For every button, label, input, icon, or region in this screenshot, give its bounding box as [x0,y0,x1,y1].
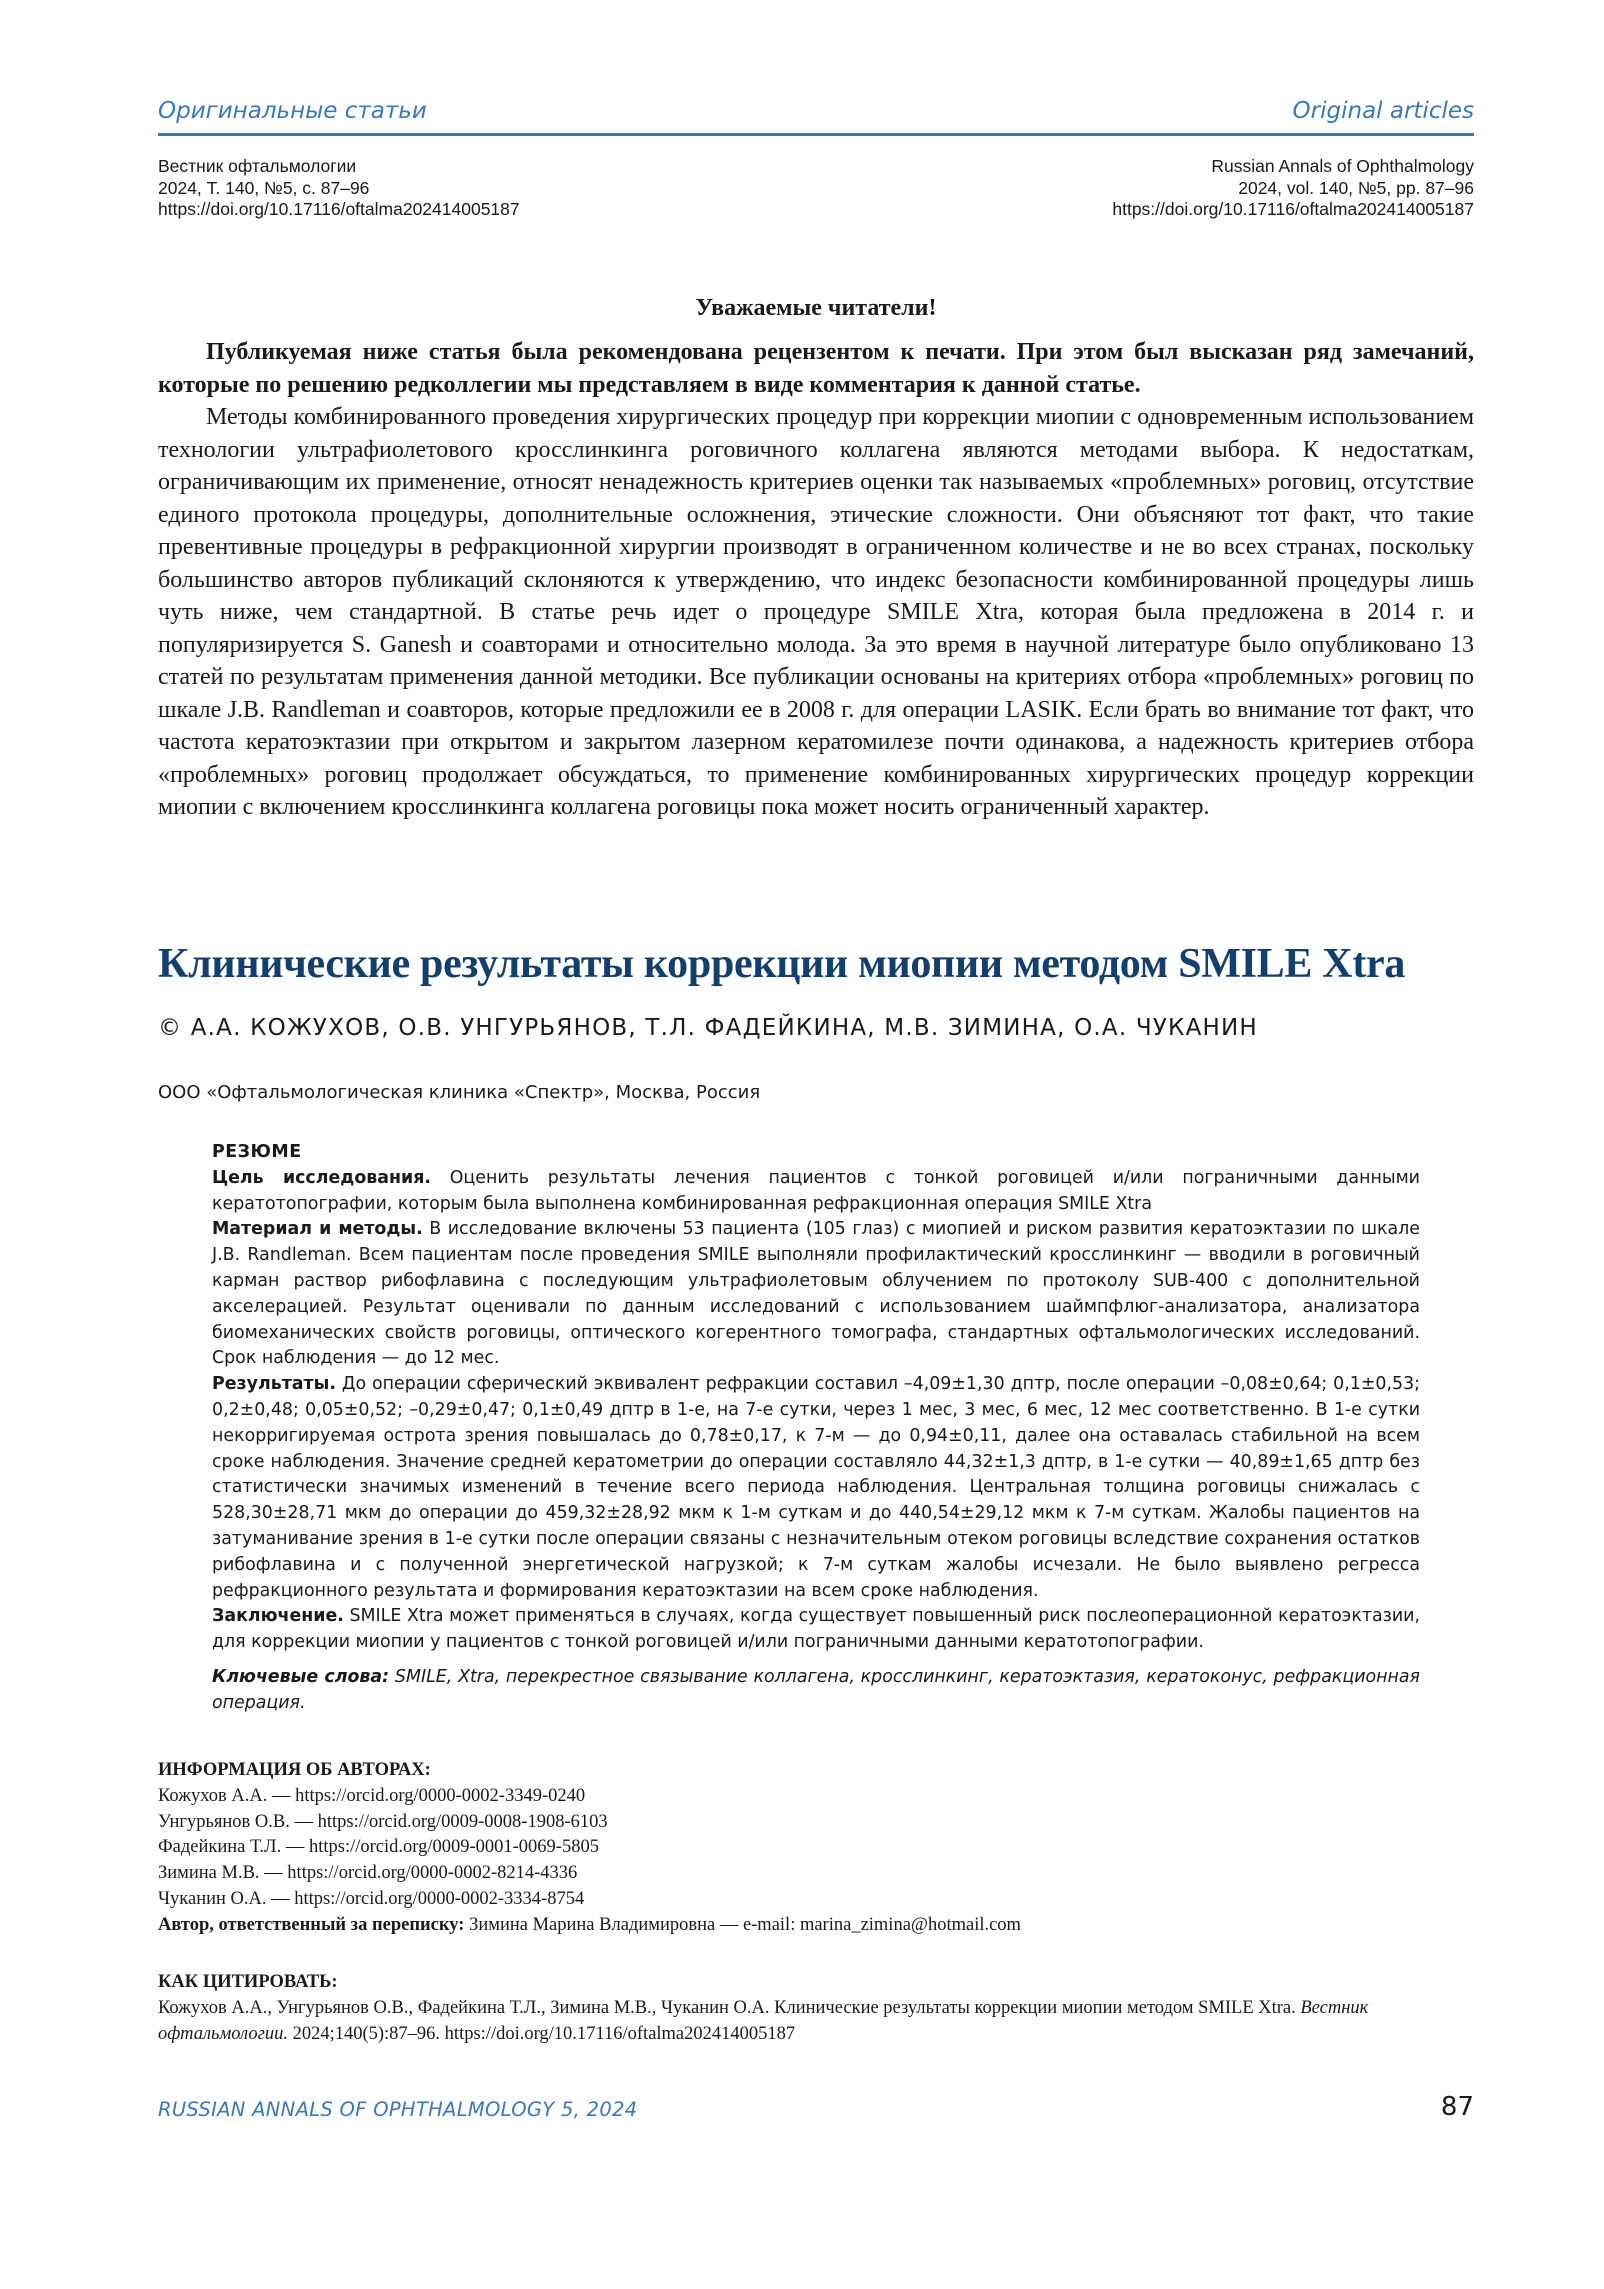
abstract-keywords-text: SMILE, Xtra, перекрестное связывание коллагена, кросслинкинг, кератоэктазия, кератоконус, рефракционная операция. [212,1666,1420,1713]
citation-text-1: Кожухов А.А., Унгурьянов О.В., Фадейкина Т.Л., Зимина М.В., Чуканин О.А. Клинические результаты коррекции миопии методом SMILE Xtra. [158,1997,1301,2018]
section-label-ru: Оригинальные статьи [158,98,427,124]
abstract-results [212,1372,1420,1604]
header-rule [158,133,1474,136]
author-info-heading: ИНФОРМАЦИЯ ОБ АВТОРАХ: [158,1760,431,1780]
abstract-keywords [212,1665,1420,1717]
corresponding-author-label: Автор, ответственный за переписку: [158,1914,465,1935]
abstract-methods [212,1217,1420,1372]
abstract-conclusion-label: Заключение. [212,1606,344,1627]
citation [158,1970,1478,2047]
journal-doi-en[interactable]: https://doi.org/10.17116/oftalma202414005187 [1112,199,1474,219]
citation-heading: КАК ЦИТИРОВАТЬ: [158,1972,338,1992]
abstract-conclusion-text: SMILE Xtra может применяться в случаях, когда существует повышенный риск послеоперационной кератоэктазии, для коррекции миопии у пациентов с тонкой роговицей и/или пограничными данными кератотопографии. [212,1606,1420,1653]
abstract-results-label: Результаты. [212,1374,336,1395]
author-orcid-line[interactable]: Унгурьянов О.В. — https://orcid.org/0009-0008-1908-6103 [158,1811,608,1832]
page-number: 87 [1440,2092,1474,2122]
footer-journal: RUSSIAN ANNALS OF OPHTHALMOLOGY 5, 2024 [158,2098,638,2121]
journal-info-ru [158,156,520,221]
journal-info-en [1112,156,1474,221]
journal-issue-en: 2024, vol. 140, №5, pp. 87–96 [1238,177,1474,198]
author-orcid-line[interactable]: Зимина М.В. — https://orcid.org/0000-0002-8214-4336 [158,1863,578,1884]
abstract-methods-label: Материал и методы. [212,1219,423,1240]
editor-note-para-2: Методы комбинированного проведения хирургических процедур при коррекции миопии с одновременным использованием технологии ультрафиолетового кросслинкинга роговичного коллагена являются методами выбора. К недостаткам, ограничивающим их применение, относят ненадежность критериев оценки так называемых «проблемных» роговиц, отсутствие единого протокола процедуры, дополнительные осложнения, этические сложности. Они объясняют тот факт, что такие превентивные процедуры в рефракционной хирургии производят в ограниченном количестве и не во всех странах, поскольку большинство авторов публикаций склоняются к утверждению, что индекс безопасности комбинированной процедуры лишь чуть ниже, чем стандартной. В статье речь идет о процедуре SMILE Xtra, которая была предложена в 2014 г. и популяризируется S. Ganesh и соавторами и относительно молода. За это время в научной литературе было опубликовано 13 статей по результатам применения данной методики. Все публикации основаны на критериях отбора «проблемных» роговиц по шкале J.B. Randleman и соавторов, которые предложили ее в 2008 г. для операции LASIK. Если брать во внимание тот факт, что частота кератоэктазии при открытом и закрытом лазерном кератомилезе почти одинакова, а надежность критериев отбора «проблемных» роговиц продолжает обсуждаться, то применение комбинированных хирургических процедур коррекции миопии с включением кросслинкинга коллагена роговицы пока может носить ограниченный характер. [158,404,1474,820]
journal-name-en: Russian Annals of Ophthalmology [1211,156,1474,176]
abstract-aim-text: Оценить результаты лечения пациентов с тонкой роговицей и/или пограничными данными кератотопографии, которым была выполнена комбинированная рефракционная операция SMILE Xtra [212,1167,1420,1214]
author-orcid-line[interactable]: Фадейкина Т.Л. — https://orcid.org/0009-0001-0069-5805 [158,1837,599,1858]
journal-issue-ru: 2024, Т. 140, №5, с. 87–96 [158,177,370,198]
citation-journal: Вестник офтальмологии. [158,1997,1369,2044]
journal-doi-ru[interactable]: https://doi.org/10.17116/oftalma202414005187 [158,199,520,219]
section-label-en: Original articles [1292,98,1474,124]
author-info [158,1758,1478,1939]
editor-note [158,336,1474,824]
abstract-aim-label: Цель исследования. [212,1167,431,1188]
editor-note-para-1: Публикуемая ниже статья была рекомендована рецензентом к печати. При этом был высказан ряд замечаний, которые по решению редколлегии мы представляем в виде комментария к данной статье. [158,339,1474,398]
corresponding-author [158,1913,1478,1939]
abstract-conclusion [212,1604,1420,1656]
author-orcid-line[interactable]: Кожухов А.А. — https://orcid.org/0000-0002-3349-0240 [158,1785,586,1806]
journal-name-ru: Вестник офтальмологии [158,156,357,176]
editor-note-title: Уважаемые читатели! [695,295,937,321]
corresponding-author-text: Зимина Марина Владимировна — e-mail: marina_zimina@hotmail.com [464,1914,1021,1935]
abstract-keywords-label: Ключевые слова: [212,1666,390,1687]
abstract-results-text: До операции сферический эквивалент рефракции составил –4,09±1,30 дптр, после операции –0,08±0,64; 0,1±0,53; 0,2±0,48; 0,05±0,52; –0,29±0,47; 0,1±0,49 дптр в 1-е, на 7-е сутки, через 1 мес, 3 мес, 6 мес, 12 мес соответственно. В 1-е сутки некорригируемая острота зрения повышалась до 0,78±0,17, к 7-м — до 0,94±0,11, далее она оставалась стабильной на всем сроке наблюдения. Значение средней кератометрии до операции составляло 44,32±1,3 дптр, в 1-е сутки — 40,89±1,65 дптр без статистически значимых изменений в течение всего периода наблюдения. Центральная толщина роговицы снижалась с 528,30±28,71 мкм до операции до 459,32±28,92 мкм к 1-м суткам и до 440,54±29,12 мкм к 7-м суткам. Жалобы пациентов на затуманивание зрения в 1-е сутки после операции связаны с незначительным отеком роговицы вследствие сохранения остатков рибофлавина и с полученной энергетической нагрузкой; к 7-м суткам жалобы исчезали. Не было выявлено регресса рефракционного результата и формирования кератоэктазии на всем сроке наблюдения. [212,1374,1420,1601]
author-orcid-line[interactable]: Чуканин О.А. — https://orcid.org/0000-0002-3334-8754 [158,1888,585,1909]
abstract-methods-text: В исследование включены 53 пациента (105 глаз) с миопией и риском развития кератоэктазии по шкале J.B. Randleman. Всем пациентам после проведения SMILE выполняли профилактический кросслинкинг — вводили в роговичный карман раствор рибофлавина с последующим ультрафиолетовым облучением по протоколу SUB-400 с дополнительной акселерацией. Результат оценивали по данным исследований с использованием шаймпфлюг-анализатора, анализатора биомеханических свойств роговицы, оптического когерентного томографа, стандартных офтальмологических исследований. Срок наблюдения — до 12 мес. [212,1219,1420,1369]
citation-text-2: 2024;140(5):87–96. https://doi.org/10.17116/oftalma202414005187 [287,2023,796,2044]
abstract-aim [212,1166,1420,1218]
article-affiliation: ООО «Офтальмологическая клиника «Спектр», Москва, Россия [158,1082,761,1103]
abstract-heading: РЕЗЮМЕ [212,1142,302,1162]
abstract [212,1140,1420,1717]
article-authors: © А.А. КОЖУХОВ, О.В. УНГУРЬЯНОВ, Т.Л. ФАДЕЙКИНА, М.В. ЗИМИНА, О.А. ЧУКАНИН [158,1015,1258,1041]
article-title: Клинические результаты коррекции миопии методом SMILE Xtra [158,941,1406,987]
citation-text [158,1996,1478,2048]
